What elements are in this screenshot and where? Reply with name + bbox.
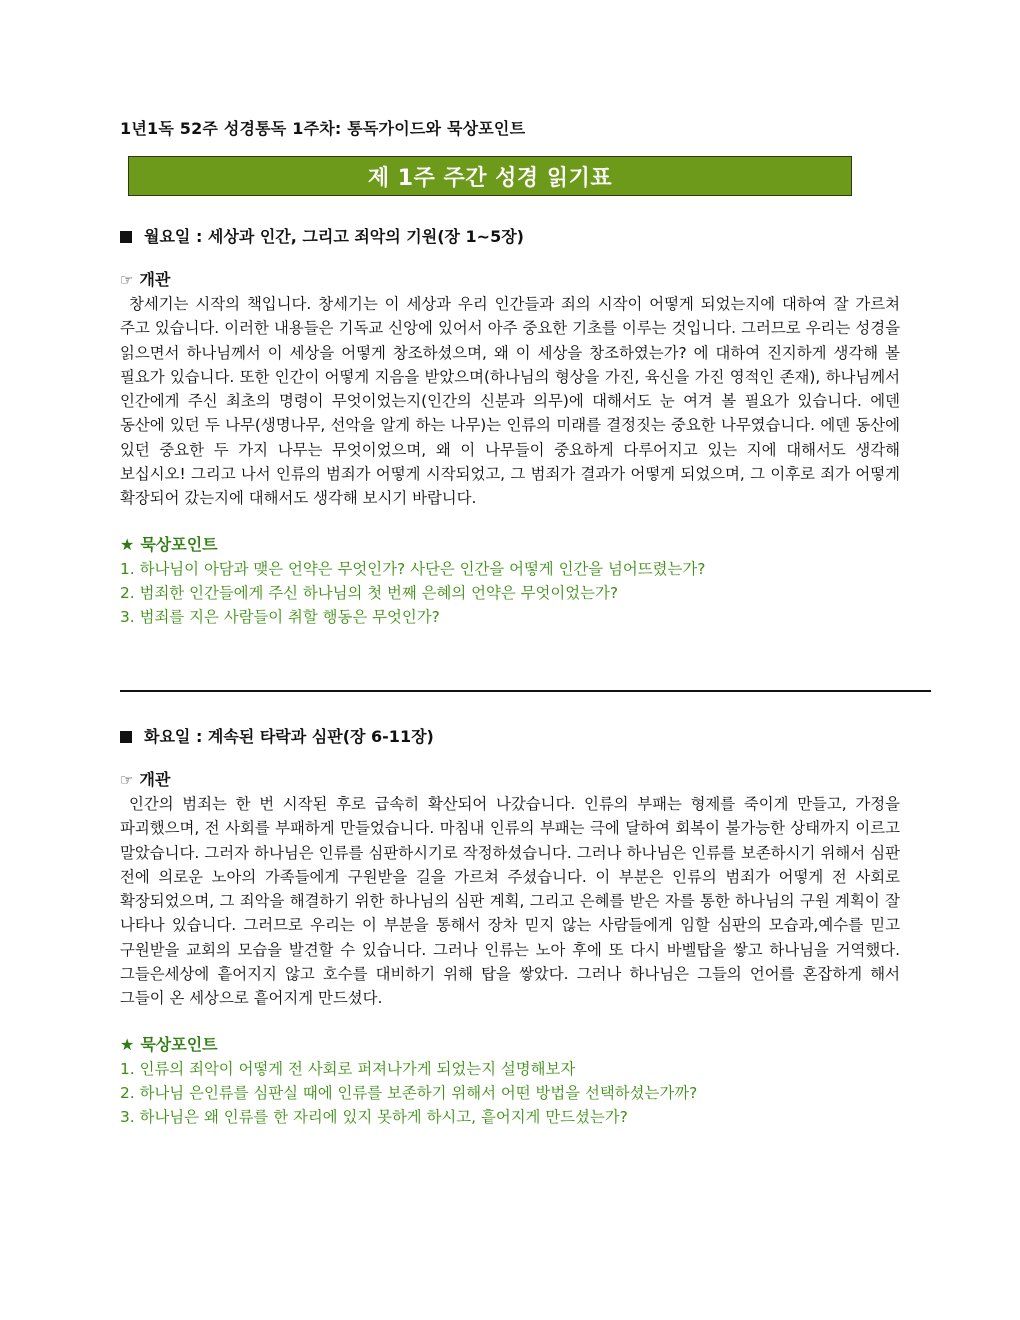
banner-title: 제 1주 주간 성경 읽기표 xyxy=(367,165,613,191)
pointing-hand-icon: ☞ xyxy=(120,771,134,789)
section-heading xyxy=(120,224,900,250)
meditation-points-heading xyxy=(120,1033,900,1057)
document-header: 1년1독 52주 성경통독 1주차: 통독가이드와 묵상포인트 xyxy=(120,119,526,138)
pointing-hand-icon: ☞ xyxy=(120,271,134,289)
section-heading xyxy=(120,724,900,750)
meditation-point: 1. 하나님이 아담과 맺은 언약은 무엇인가? 사단은 인간을 어떻게 인간을 넘어뜨렸는가? xyxy=(120,559,706,578)
black-square-icon xyxy=(120,731,132,743)
meditation-points-label: 묵상포인트 xyxy=(140,534,218,554)
star-icon: ★ xyxy=(120,1034,135,1054)
meditation-point: 1. 인류의 죄악이 어떻게 전 사회로 퍼져나가게 되었는지 설명해보자 xyxy=(120,1059,576,1078)
meditation-point: 2. 하나님 은인류를 심판실 때에 인류를 보존하기 위해서 어떤 방법을 선택하셨는가까? xyxy=(120,1083,698,1102)
tuesday-section xyxy=(120,724,900,1129)
overview-paragraph: 창세기는 시작의 책입니다. 창세기는 이 세상과 우리 인간들과 죄의 시작이 어떻게 되었는지에 대하여 잘 가르쳐 주고 있습니다. 이러한 내용들은 기독교 신앙에 있어서 아주 중요한 기초를 이루는 것입니다. 그러므로 우리는 성경을 읽으면서 하나님께서 이 세상을 어떻게 창조하셨으며, 왜 이 세상을 창조하였는가? 에 대하여 진지하게 생각해 볼 필요가 있습니다. 또한 인간이 어떻게 지음을 받았으며(하나님의 형상을 가진, 육신을 가진 영적인 존재), 하나님께서 인간에게 주신 최초의 명령이 무엇이었는지(인간의 신분과 의무)에 대해서도 눈 여겨 볼 필요가 있습니다. 에덴 동산에 있던 두 나무(생명나무, 선악을 알게 하는 나무)는 인류의 미래를 결정짓는 중요한 나무였습니다. 에덴 동산에 있던 중요한 두 가지 나무는 무엇이었으며, 왜 이 나무들이 중요하게 다루어지고 있는 지에 대해서도 생각해 보십시오! 그리고 나서 인류의 범죄가 어떻게 시작되었고, 그 범죄가 결과가 어떻게 되었으며, 그 이후로 죄가 어떻게 확장되어 갔는지에 대해서도 생각해 보시기 바랍니다. xyxy=(120,295,900,508)
weekly-reading-banner xyxy=(128,156,852,196)
meditation-points-label: 묵상포인트 xyxy=(140,1034,218,1054)
meditation-point: 3. 하나님은 왜 인류를 한 자리에 있지 못하게 하시고, 흩어지게 만드셨는가? xyxy=(120,1107,628,1126)
star-icon: ★ xyxy=(120,534,135,554)
overview-label: 개관 xyxy=(139,270,171,289)
black-square-icon xyxy=(120,231,132,243)
meditation-point: 3. 범죄를 지은 사람들이 취할 행동은 무엇인가? xyxy=(120,607,440,626)
meditation-points-heading xyxy=(120,533,900,557)
meditation-point: 2. 범죄한 인간들에게 주신 하나님의 첫 번째 은혜의 언약은 무엇이었는가? xyxy=(120,583,619,602)
overview-heading xyxy=(120,268,900,292)
monday-section xyxy=(120,224,900,629)
overview-paragraph: 인간의 범죄는 한 번 시작된 후로 급속히 확산되어 나갔습니다. 인류의 부패는 형제를 죽이게 만들고, 가정을 파괴했으며, 전 사회를 부패하게 만들었습니다. 마침내 인류의 부패는 극에 달하여 회복이 불가능한 상태까지 이르고 말았습니다. 그러자 하나님은 인류를 심판하시기로 작정하셨습니다. 그러나 하나님은 인류를 보존하시기 위해서 심판 전에 의로운 노아의 가족들에게 구원받을 길을 가르쳐 주셨습니다. 이 부분은 인류의 범죄가 어떻게 전 사회로 확장되었으며, 그 죄악을 해결하기 위한 하나님의 심판 계획, 그리고 은혜를 받은 자를 통한 하나님의 구원 계획이 잘 나타나 있습니다. 그러므로 우리는 이 부분을 통해서 장차 믿지 않는 사람들에게 임할 심판의 모습과,예수를 믿고 구원받을 교회의 모습을 발견할 수 있습니다. 그러나 인류는 노아 후에 또 다시 바벨탑을 쌓고 하나님을 거역했다. 그들은세상에 흩어지지 않고 호수를 대비하기 위해 탑을 쌓았다. 그러나 하나님은 그들의 언어를 혼잡하게 해서 그들이 온 세상으로 흩어지게 만드셨다. xyxy=(120,795,900,1008)
overview-heading xyxy=(120,768,900,792)
overview-label: 개관 xyxy=(139,770,171,789)
section-heading-text: 화요일 : 계속된 타락과 심판(장 6-11장) xyxy=(144,727,434,746)
section-divider xyxy=(120,690,931,692)
section-heading-text: 월요일 : 세상과 인간, 그리고 죄악의 기원(장 1~5장) xyxy=(144,227,524,246)
